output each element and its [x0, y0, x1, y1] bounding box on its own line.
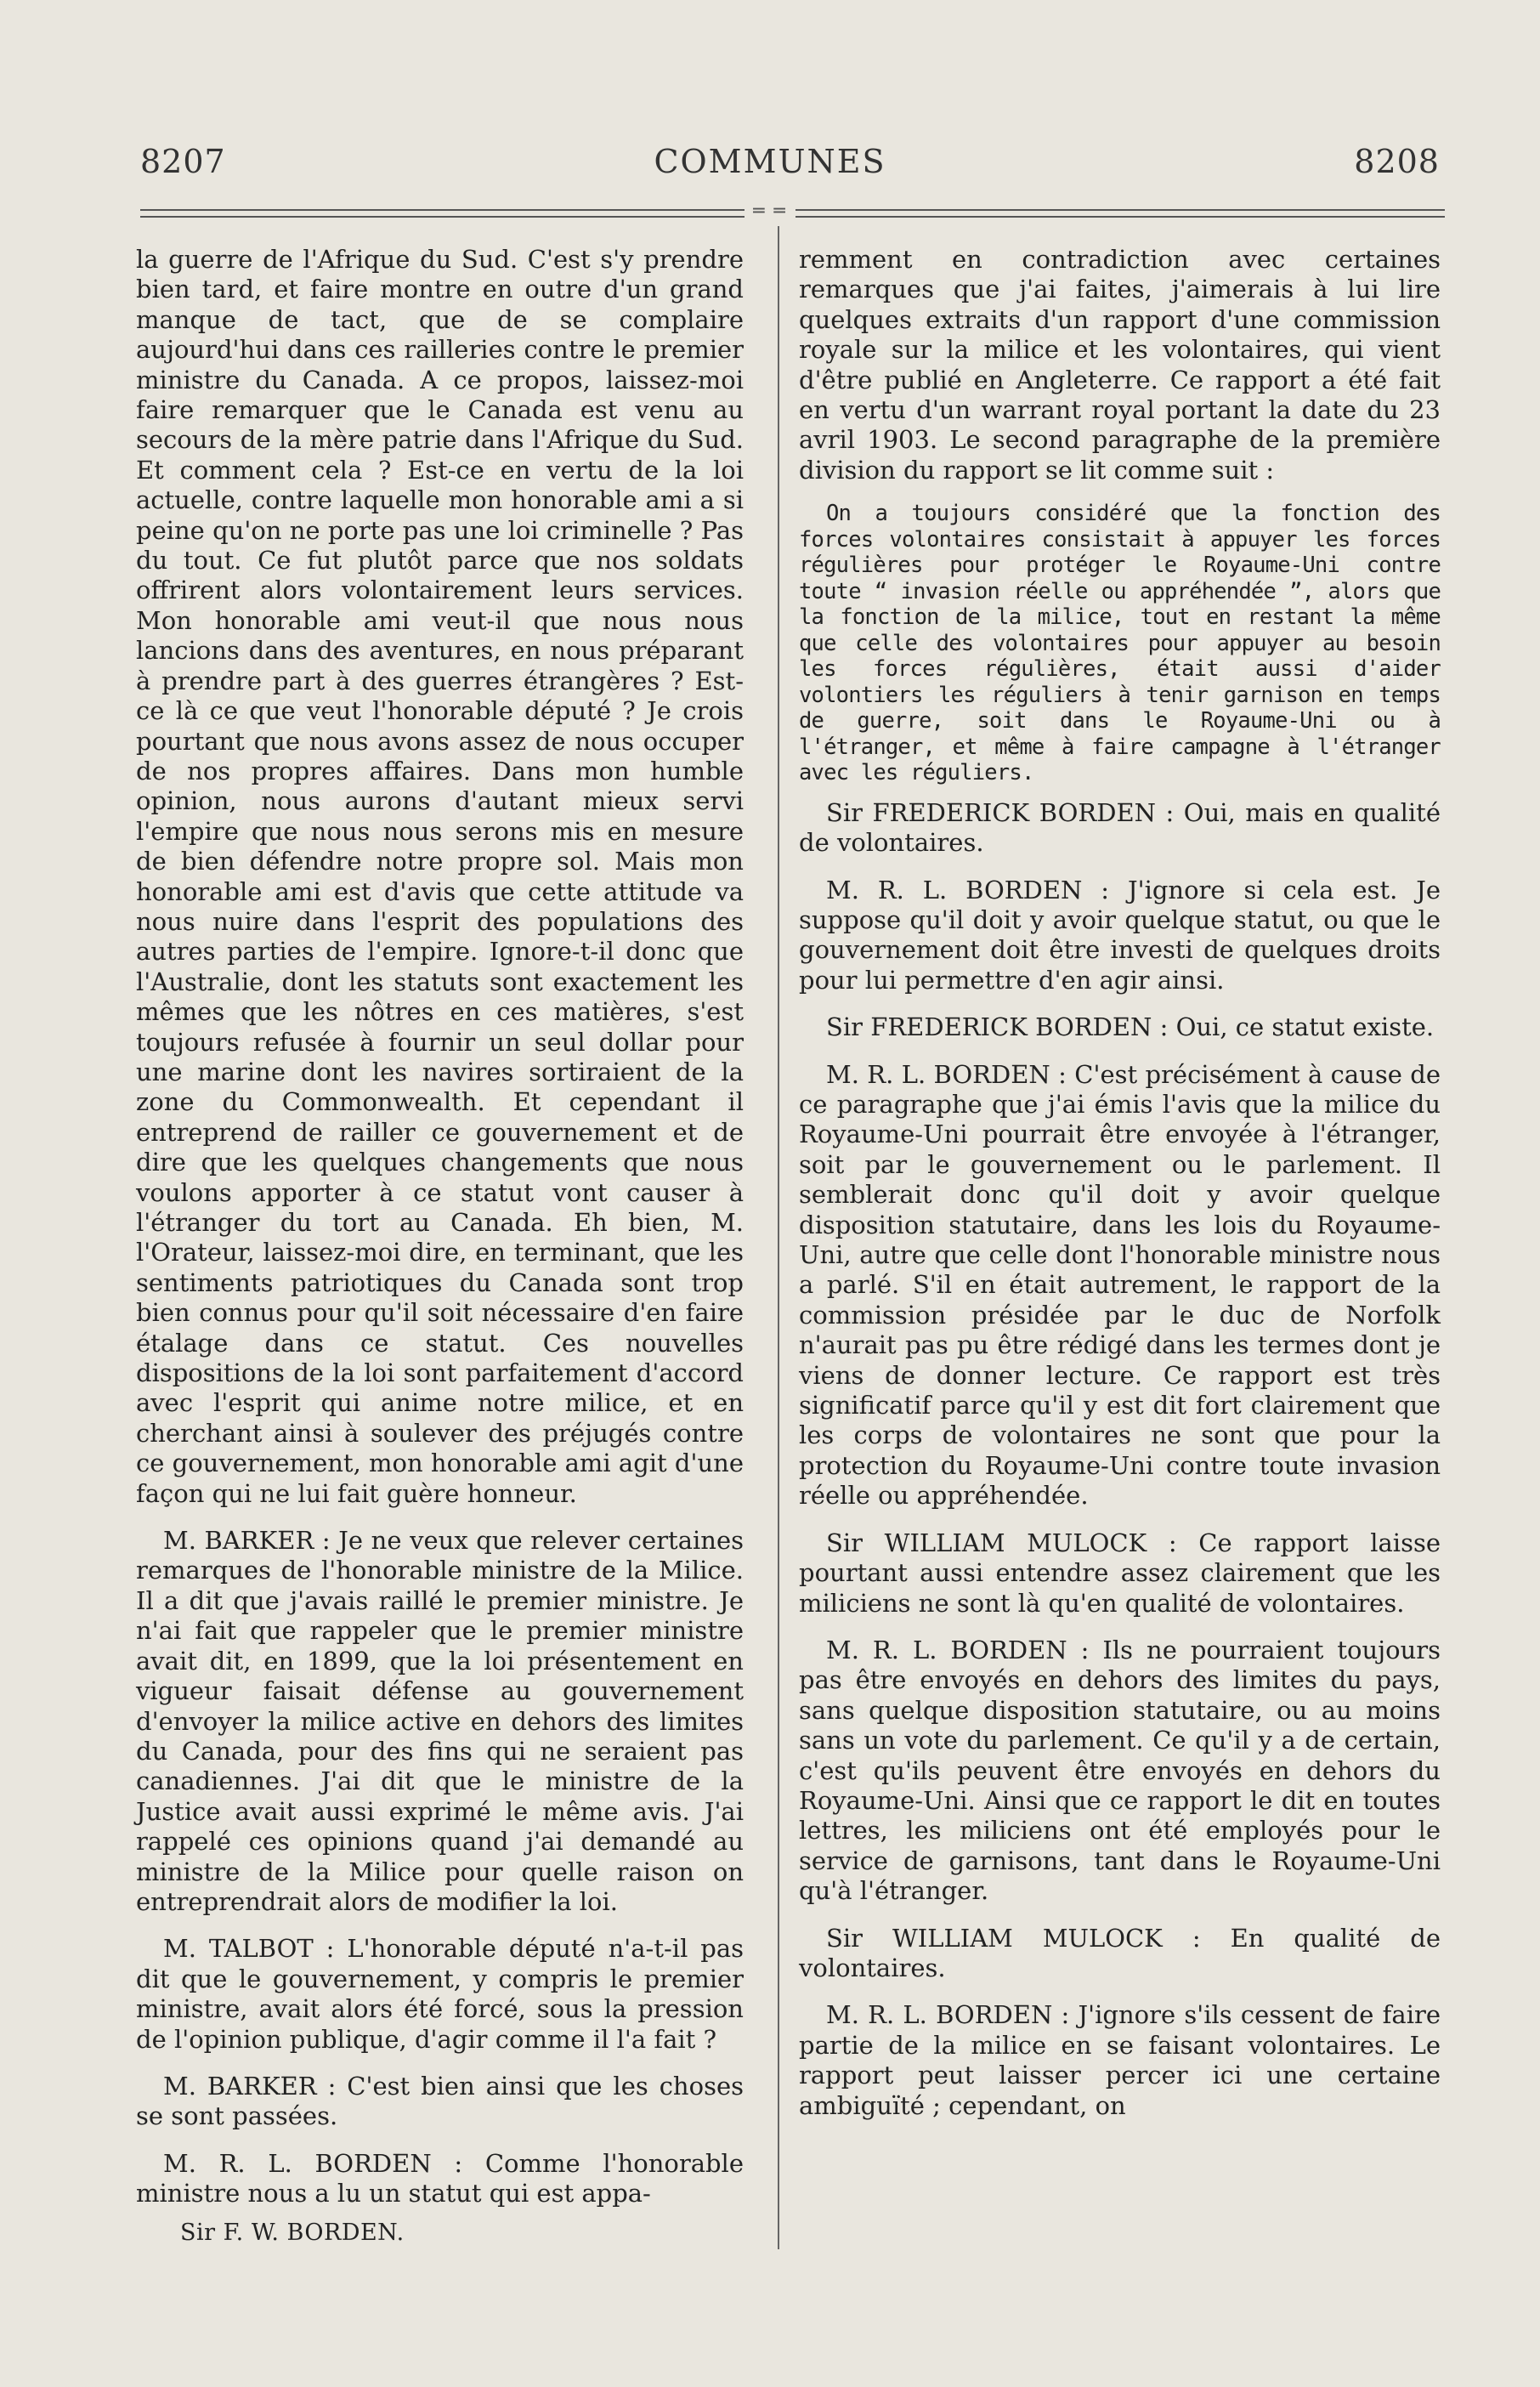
right-paragraph-mulock: Sir WILLIAM MULOCK : Ce rapport laisse pourtant aussi entendre assez clairement que les miliciens ne sont là qu'en qualité de volontaires. — [799, 1528, 1441, 1618]
left-paragraph-1: la guerre de l'Afrique du Sud. C'est s'y prendre bien tard, et faire montre en outre d'un grand manque de tact, que de se complaire aujourd'hui dans ces railleries contre le premier ministre du Canada. A ce propos, laissez-moi faire remarquer que le Canada est venu au secours de la mère patrie dans l'Afrique du Sud. Et comment cela ? Est-ce en vertu de la loi actuelle, contre laquelle mon honorable ami a si peine qu'on ne porte pas une loi criminelle ? Pas du tout. Ce fut plutôt parce que nos soldats offrirent alors volontairement leurs services. Mon honorable ami veut-il que nous nous lancions dans des aventures, en nous préparant à prendre part à des guerres étrangères ? Est-ce là ce que veut l'honorable député ? Je crois pourtant que nous avons assez de nous occuper de nos propres affaires. Dans mon humble opinion, nous aurons d'autant mieux servi l'empire que nous nous serons mis en mesure de bien défendre notre propre sol. Mais mon honorable ami est d'avis que cette attitude va nous nuire dans l'esprit des populations des autres parties de l'empire. Ignore-t-il donc que l'Australie, dont les statuts sont exactement les mêmes que les nôtres en ces matières, s'est toujours refusée à fournir un seul dollar pour une marine dont les navires sortiraient de la zone du Commonwealth. Et cependant il entreprend de railler ce gouvernement et de dire que les quelques changements que nous voulons apporter à ce statut vont causer à l'étranger du tort au Canada. Eh bien, M. l'Orateur, laissez-moi dire, en terminant, que les sentiments patriotiques du Canada sont trop bien connus pour qu'il soit nécessaire d'en faire étalage dans ce statut. Ces nouvelles dispositions de la loi sont parfaitement d'accord avec l'esprit qui anime notre milice, et en cherchant ainsi à soulever des préjugés contre ce gouvernement, mon honorable ami agit d'une façon qui ne lui fait guère honneur. — [136, 245, 744, 1508]
left-page-number: 8207 — [140, 143, 226, 180]
right-column — [799, 245, 1441, 2121]
column-divider — [778, 226, 779, 2249]
right-paragraph-1: remment en contradiction avec certaines remarques que j'ai faites, j'aimerais à lui lire quelques extraits d'un rapport d'une commission royale sur la milice et les volontaires, qui vient d'être publié en Angleterre. Ce rapport a été fait en vertu d'un warrant royal portant la date du 23 avril 1903. Le second paragraphe de la première division du rapport se lit comme suit : — [799, 245, 1441, 485]
left-signature: Sir F. W. BORDEN. — [180, 2219, 405, 2246]
right-paragraph-f-borden-2: Sir FREDERICK BORDEN : Oui, ce statut existe. — [826, 1012, 1435, 1042]
running-title: COMMUNES — [654, 143, 886, 180]
header-ornament: ═ ═ — [0, 201, 1540, 222]
left-paragraph-barker: M. BARKER : Je ne veux que relever certaines remarques de l'honorable ministre de la Milice. Il a dit que j'avais raillé le premier ministre. Je n'ai fait que rappeler que le premier ministre avait dit, en 1899, que la loi présentement en vigueur faisait défense au gouvernement d'envoyer la milice active en dehors des limites du Canada, pour des fins qui ne seraient pas canadiennes. J'ai dit que le ministre de la Justice avait aussi exprimé le même avis. J'ai rappelé ces opinions quand j'ai demandé au ministre de la Milice pour quelle raison on entreprendrait alors de modifier la loi. — [136, 1526, 744, 1916]
right-paragraph-rl-borden-2: M. R. L. BORDEN : C'est précisément à cause de ce paragraphe que j'ai émis l'avis que la milice du Royaume-Uni pourrait être envoyée à l'étranger, soit par le gouvernement ou le parlement. Il semblerait donc qu'il doit y avoir quelque disposition statutaire, dans les lois du Royaume-Uni, autre que celle dont l'honorable ministre nous a parlé. S'il en était autrement, le rapport de la commission présidée par le duc de Norfolk n'aurait pas pu être rédigé dans les termes dont je viens de donner lecture. Ce rapport est très significatif parce qu'il y est dit fort clairement que les corps de volontaires ne sont que pour la protection du Royaume-Uni contre toute invasion réelle ou appréhendée. — [799, 1059, 1441, 1511]
right-paragraph-rl-borden-3: M. R. L. BORDEN : Ils ne pourraient toujours pas être envoyés en dehors des limites du pays, sans quelque disposition statutaire, ou au moins sans un vote du parlement. Ce qu'il y a de certain, c'est qu'ils peuvent être envoyés en dehors du Royaume-Uni. Ainsi que ce rapport le dit en toutes lettres, les miliciens ont été employés pour le service de garnisons, tant dans le Royaume-Uni qu'à l'étranger. — [799, 1635, 1441, 1906]
report-quotation: On a toujours considéré que la fonction des forces volontaires consistait à appuyer les forces régulières pour protéger le Royaume-Uni contre toute “ invasion réelle ou appréhendée ”, alors que la fonction de la milice, tout en restant la même que celle des volontaires pour appuyer au besoin les forces régulières, était aussi d'aider volontiers les réguliers à tenir garnison en temps de guerre, soit dans le Royaume-Uni ou à l'étranger, et même à faire campagne à l'étranger avec les réguliers. — [799, 501, 1441, 786]
right-paragraph-rl-borden-4: M. R. L. BORDEN : J'ignore s'ils cessent de faire partie de la milice en se faisant volontaires. Le rapport peut laisser percer ici une certaine ambiguïté ; cependant, on — [799, 2000, 1441, 2120]
left-paragraph-borden: M. R. L. BORDEN : Comme l'honorable ministre nous a lu un statut qui est appa- — [136, 2148, 744, 2208]
right-paragraph-rl-borden: M. R. L. BORDEN : J'ignore si cela est. Je suppose qu'il doit y avoir quelque statut, ou que le gouvernement doit être investi de quelques droits pour lui permettre d'en agir ainsi. — [799, 875, 1441, 995]
left-paragraph-talbot: M. TALBOT : L'honorable député n'a-t-il pas dit que le gouvernement, y compris le premier ministre, avait alors été forcé, sous la pression de l'opinion publique, d'agir comme il l'a fait ? — [136, 1934, 744, 2054]
left-paragraph-barker-2: M. BARKER : C'est bien ainsi que les choses se sont passées. — [136, 2071, 744, 2131]
right-page-number: 8208 — [1354, 143, 1440, 180]
right-paragraph-f-borden: Sir FREDERICK BORDEN : Oui, mais en qualité de volontaires. — [799, 797, 1441, 858]
right-paragraph-mulock-2: Sir WILLIAM MULOCK : En qualité de volontaires. — [799, 1923, 1441, 1982]
left-column — [136, 245, 744, 2248]
